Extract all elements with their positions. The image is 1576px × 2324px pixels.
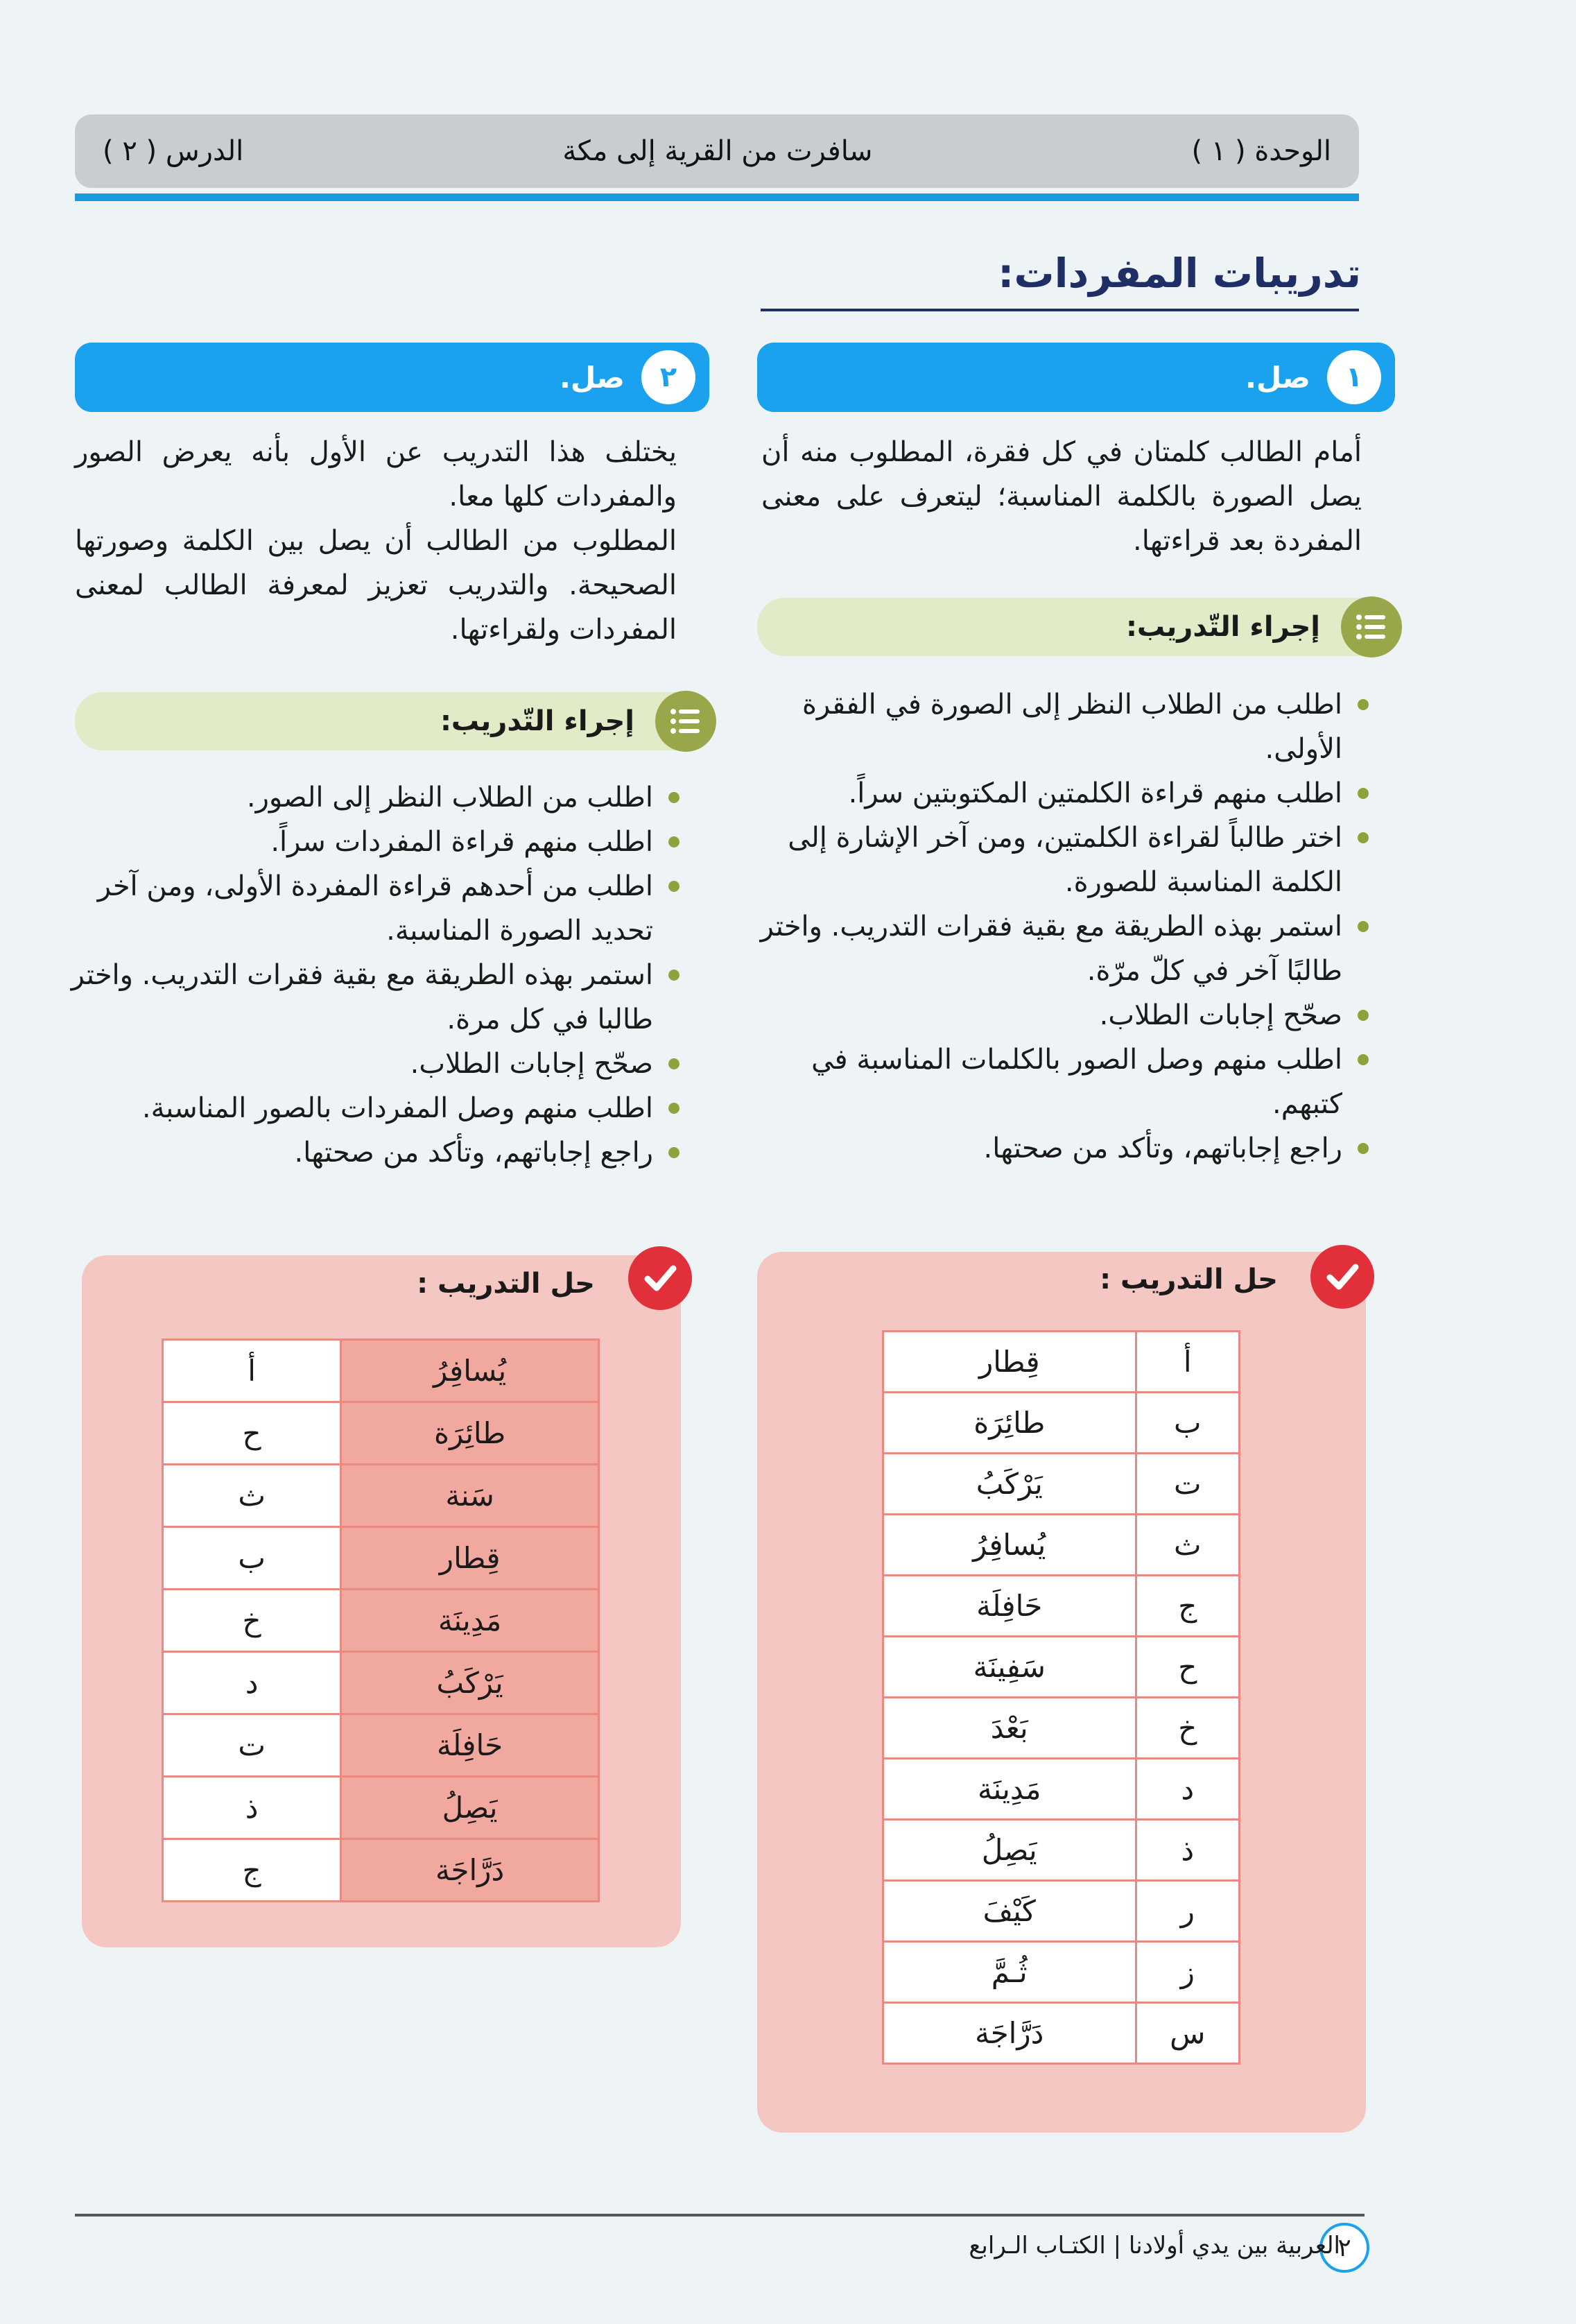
solution-word: يُسافِرُ	[341, 1340, 599, 1402]
table-row	[883, 2003, 1240, 2064]
exercise-2-steps	[67, 775, 684, 1175]
exercise-1-solution-table	[882, 1330, 1240, 2065]
solution-key: د	[163, 1652, 341, 1714]
exercise-1-steps	[749, 682, 1373, 1171]
exercise-2-solution-table	[162, 1339, 600, 1902]
solution-key: أ	[163, 1340, 341, 1402]
footer-divider	[75, 2214, 1365, 2217]
table-row	[883, 1637, 1240, 1698]
table-row	[163, 1340, 599, 1402]
solution-key: خ	[163, 1590, 341, 1652]
table-row	[883, 1881, 1240, 1942]
table-row	[163, 1527, 599, 1590]
exercise-1-step: راجع إجاباتهم، وتأكد من صحتها.	[749, 1126, 1373, 1171]
solution-word: كَيْفَ	[883, 1881, 1136, 1942]
exercise-1-step: اطلب منهم قراءة الكلمتين المكتوبتين سراً.	[749, 771, 1373, 816]
table-row	[883, 1576, 1240, 1637]
solution-word: يَصِلُ	[883, 1820, 1136, 1881]
table-row	[163, 1839, 599, 1902]
exercise-1-step: اطلب منهم وصل الصور بالكلمات المناسبة في كتبهم.	[749, 1038, 1373, 1126]
book-title: العربية بين يدي أولادنا | الكتـاب الـرابع	[969, 2232, 1340, 2260]
solution-key: ج	[163, 1839, 341, 1902]
header-bar	[75, 114, 1359, 188]
lesson-label: الدرس ( ٢ )	[103, 135, 244, 167]
solution-word: سَنة	[341, 1465, 599, 1527]
exercise-2-number: ٢	[641, 350, 695, 404]
table-row	[163, 1714, 599, 1777]
exercise-1-step: استمر بهذه الطريقة مع بقية فقرات التدريب. واختر طالبًا آخر في كلّ مرّة.	[749, 904, 1373, 993]
table-row	[163, 1777, 599, 1839]
solution-key: ر	[1136, 1881, 1240, 1942]
exercise-1-description-text: أمام الطالب كلمتان في كل فقرة، المطلوب منه أن يصل الصورة بالكلمة المناسبة؛ ليتعرف على معنى المفردة بعد قراءتها.	[761, 436, 1362, 557]
section-title-underline	[761, 309, 1359, 311]
solution-key: س	[1136, 2003, 1240, 2064]
exercise-2-description	[75, 430, 677, 652]
table-row	[883, 1393, 1240, 1454]
exercise-2-step: اطلب منهم وصل المفردات بالصور المناسبة.	[67, 1086, 684, 1130]
solution-key: خ	[1136, 1698, 1240, 1759]
header-divider	[75, 193, 1359, 201]
solution-word: مَدِينَة	[341, 1590, 599, 1652]
table-row	[883, 1942, 1240, 2003]
solution-word: ثُـمَّ	[883, 1942, 1136, 2003]
solution-word: يَرْكَبُ	[883, 1454, 1136, 1515]
exercise-2-procedure-header	[75, 692, 709, 750]
solution-key: ذ	[163, 1777, 341, 1839]
solution-key: د	[1136, 1759, 1240, 1820]
solution-key: ث	[1136, 1515, 1240, 1576]
solution-word: بَعْدَ	[883, 1698, 1136, 1759]
solution-word: قِطار	[883, 1332, 1136, 1393]
exercise-1-description	[761, 430, 1362, 563]
exercise-2-bar	[75, 343, 709, 412]
exercise-1-bar	[757, 343, 1395, 412]
solution-word: يُسافِرُ	[883, 1515, 1136, 1576]
solution-key: ج	[1136, 1576, 1240, 1637]
exercise-2-description-text-2: المطلوب من الطالب أن يصل بين الكلمة وصورتها الصحيحة. والتدريب تعزيز لمعرفة الطالب لمعنى المفردات ولقراءتها.	[75, 525, 677, 646]
list-icon	[1341, 596, 1402, 657]
exercise-1-label: صل.	[1245, 360, 1310, 395]
solution-key: ت	[163, 1714, 341, 1777]
table-row	[883, 1698, 1240, 1759]
exercise-2-solution-label: حل التدريب :	[417, 1268, 595, 1300]
solution-key: ث	[163, 1465, 341, 1527]
solution-word: يَصِلُ	[341, 1777, 599, 1839]
exercise-2-procedure-label: إجراء التّدريب:	[440, 705, 634, 737]
lesson-title: سافرت من القرية إلى مكة	[562, 135, 873, 167]
exercise-2-step: راجع إجاباتهم، وتأكد من صحتها.	[67, 1130, 684, 1175]
solution-key: ح	[1136, 1637, 1240, 1698]
table-row	[883, 1759, 1240, 1820]
solution-word: طائِرَة	[883, 1393, 1136, 1454]
solution-key: ذ	[1136, 1820, 1240, 1881]
exercise-1-step: اختر طالباً لقراءة الكلمتين، ومن آخر الإشارة إلى الكلمة المناسبة للصورة.	[749, 816, 1373, 904]
section-title: تدريبات المفردات:	[998, 250, 1361, 297]
solution-key: أ	[1136, 1332, 1240, 1393]
unit-label: الوحدة ( ١ )	[1191, 135, 1331, 167]
solution-word: طائِرَة	[341, 1402, 599, 1465]
solution-word: حَافِلَة	[341, 1714, 599, 1777]
exercise-1-step: اطلب من الطلاب النظر إلى الصورة في الفقرة الأولى.	[749, 682, 1373, 771]
table-row	[883, 1820, 1240, 1881]
list-icon	[655, 691, 716, 752]
solution-key: ت	[1136, 1454, 1240, 1515]
table-row	[883, 1454, 1240, 1515]
solution-word: يَرْكَبُ	[341, 1652, 599, 1714]
page-number: ٢	[1319, 2223, 1369, 2273]
table-row	[883, 1332, 1240, 1393]
solution-word: حَافِلَة	[883, 1576, 1136, 1637]
exercise-2-step: اطلب من الطلاب النظر إلى الصور.	[67, 775, 684, 820]
solution-word: دَرَّاجَة	[341, 1839, 599, 1902]
solution-word: مَدِينَة	[883, 1759, 1136, 1820]
table-row	[163, 1465, 599, 1527]
exercise-1-procedure-label: إجراء التّدريب:	[1125, 611, 1320, 643]
checkmark-icon	[1310, 1245, 1374, 1309]
exercise-2-step: صحّح إجابات الطلاب.	[67, 1042, 684, 1086]
exercise-2-description-text-1: يختلف هذا التدريب عن الأول بأنه يعرض الصور والمفردات كلها معا.	[75, 436, 677, 513]
exercise-1-procedure-header	[757, 598, 1395, 656]
solution-word: سَفِينَة	[883, 1637, 1136, 1698]
solution-word: دَرَّاجَة	[883, 2003, 1136, 2064]
solution-key: ب	[1136, 1393, 1240, 1454]
table-row	[163, 1402, 599, 1465]
solution-key: ب	[163, 1527, 341, 1590]
solution-word: قِطار	[341, 1527, 599, 1590]
exercise-2-step: اطلب من أحدهم قراءة المفردة الأولى، ومن آخر تحديد الصورة المناسبة.	[67, 864, 684, 953]
exercise-1-step: صحّح إجابات الطلاب.	[749, 993, 1373, 1038]
exercise-2-label: صل.	[559, 360, 625, 395]
exercise-2-step: استمر بهذه الطريقة مع بقية فقرات التدريب. واختر طالبا في كل مرة.	[67, 953, 684, 1042]
exercise-2-step: اطلب منهم قراءة المفردات سراً.	[67, 820, 684, 864]
solution-key: ح	[163, 1402, 341, 1465]
checkmark-icon	[628, 1246, 692, 1310]
exercise-1-number: ١	[1327, 350, 1381, 404]
table-row	[163, 1590, 599, 1652]
exercise-1-solution-label: حل التدريب :	[1100, 1264, 1278, 1296]
table-row	[163, 1652, 599, 1714]
solution-key: ز	[1136, 1942, 1240, 2003]
table-row	[883, 1515, 1240, 1576]
